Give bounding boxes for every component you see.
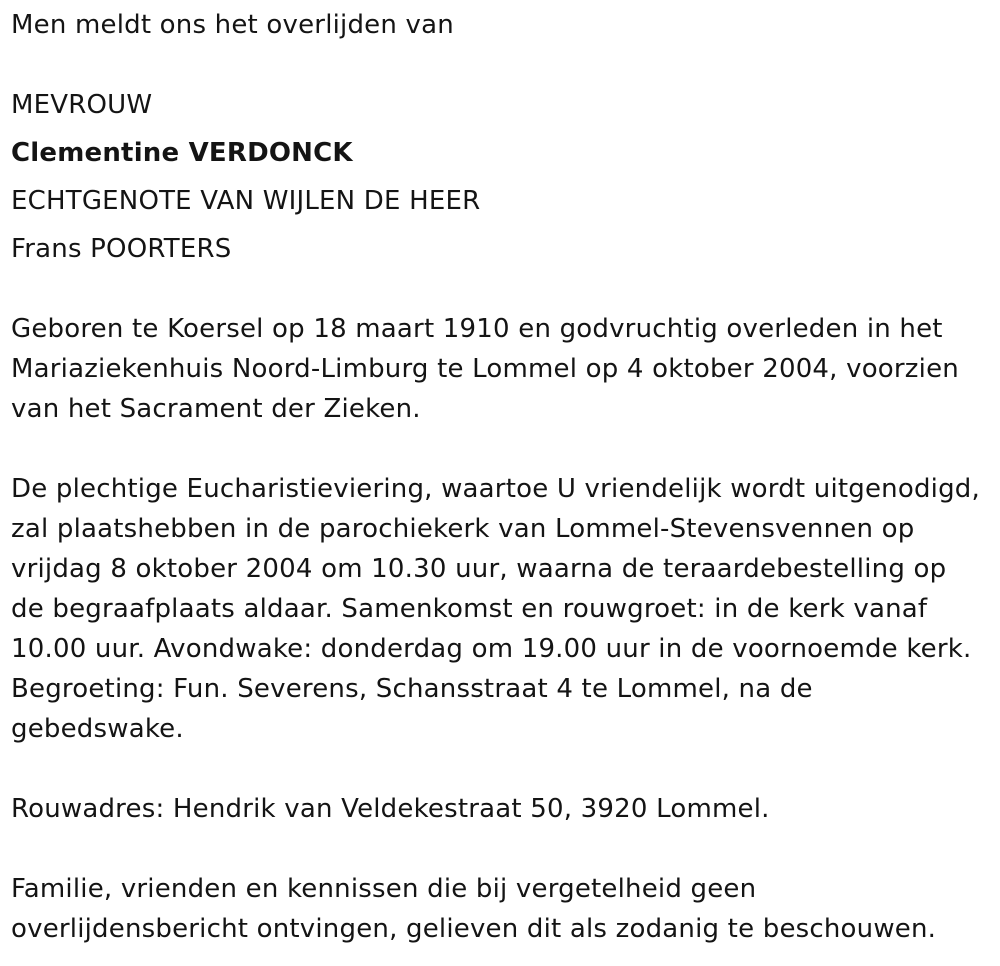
deceased-name: Clementine VERDONCK [11,138,353,168]
ceremony-line: zal plaatshebben in de parochiekerk van Lommel-Stevensvennen op [11,514,915,544]
closing-line: Familie, vrienden en kennissen die bij vergetelheid geen [11,874,757,904]
ceremony-line: De plechtige Eucharistieviering, waartoe U vriendelijk wordt uitgenodigd, [11,474,980,504]
ceremony-line: 10.00 uur. Avondwake: donderdag om 19.00 uur in de voornoemde kerk. [11,634,972,664]
closing-line: overlijdensbericht ontvingen, gelieven dit als zodanig te beschouwen. [11,914,937,944]
salutation: MEVROUW [11,90,153,120]
address-line: Rouwadres: Hendrik van Veldekestraat 50, 3920 Lommel. [11,794,770,824]
ceremony-line: Begroeting: Fun. Severens, Schansstraat 4 te Lommel, na de [11,674,813,704]
relation-line: ECHTGENOTE VAN WIJLEN DE HEER [11,186,481,216]
intro-line: Men meldt ons het overlijden van [11,10,454,40]
birth-death-line: Mariaziekenhuis Noord-Limburg te Lommel op 4 oktober 2004, voorzien [11,354,959,384]
spouse-name: Frans POORTERS [11,234,232,264]
birth-death-line: van het Sacrament der Zieken. [11,394,421,424]
ceremony-line: de begraafplaats aldaar. Samenkomst en rouwgroet: in de kerk vanaf [11,594,928,624]
birth-death-line: Geboren te Koersel op 18 maart 1910 en godvruchtig overleden in het [11,314,943,344]
ceremony-line: vrijdag 8 oktober 2004 om 10.30 uur, waarna de teraardebestelling op [11,554,947,584]
ceremony-line: gebedswake. [11,714,184,744]
